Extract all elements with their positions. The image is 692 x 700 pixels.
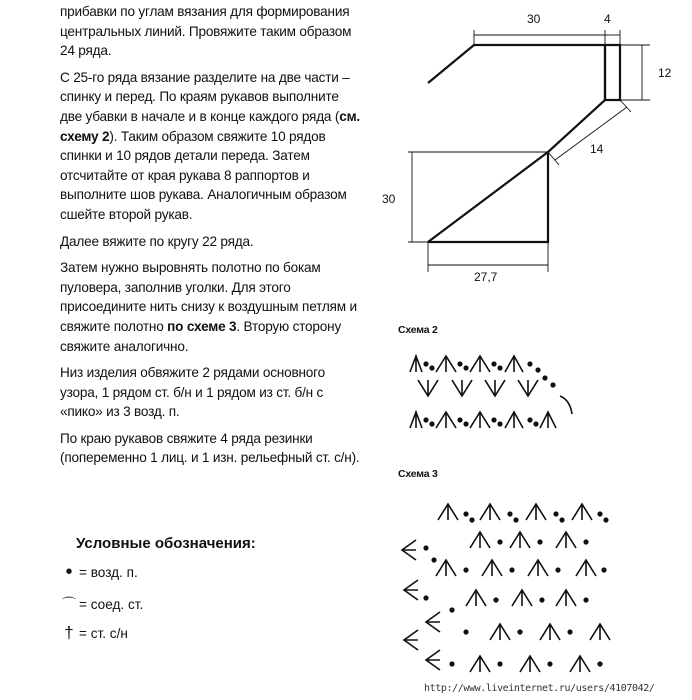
dim-top-right: 4 xyxy=(604,12,611,26)
paragraph-4: Затем нужно выровнять полотно по бокам пуловера, заполнив уголки. Для этого присоедините нить снизу к воздушным петлям и свяжите полотно по схеме 3. Вторую сторону свяжите аналогично. xyxy=(60,260,357,354)
scheme-3-chart xyxy=(402,504,610,672)
dim-top: 30 xyxy=(527,12,541,26)
paragraph-5: Низ изделия обвяжите 2 рядами основного узора, 1 рядом ст. б/н и 1 рядом из ст. б/н с «пико» из 3 возд. п. xyxy=(60,365,325,420)
slip-stitch-icon: ⌒ xyxy=(62,596,76,612)
scheme-2-label: Схема 2 xyxy=(398,324,438,336)
dim-bottom: 27,7 xyxy=(474,270,498,284)
paragraph-2: С 25-го ряда вязание разделите на две части – спинку и перед. По краям рукавов выполните две убавки в начале и в конце каждого ряда (см. схему 2). Таким образом свяжите 10 рядов спинки и 10 рядов детали переда. Затем отсчитайте от края рукава 8 раппортов и выполните шов рукава. Аналогичным образом сшейте второй рукав. xyxy=(60,69,360,222)
legend-title: Условные обозначения: xyxy=(76,535,256,552)
paragraph-6: По краю рукавов свяжите 4 ряда резинки (попеременно 1 лиц. и 1 изн. рельефный ст. с/н). xyxy=(60,430,360,466)
scheme-3-label: Схема 3 xyxy=(398,468,438,480)
dim-right: 12 xyxy=(658,66,672,80)
double-crochet-icon: † xyxy=(64,623,74,642)
paragraph-1: прибавки по углам вязания для формирования центральных линий. Провяжите таким образом 24 ряда. xyxy=(60,4,352,59)
dim-left: 30 xyxy=(382,192,396,206)
legend-item-chain: • = возд. п. xyxy=(62,562,138,582)
dim-diagonal: 14 xyxy=(590,142,604,156)
paragraph-3: Далее вяжите по кругу 22 ряда. xyxy=(60,233,254,249)
pattern-outline xyxy=(428,45,605,242)
sleeve-cuff xyxy=(605,45,620,100)
chain-stitch-icon: • xyxy=(65,560,73,583)
legend-item-slip: ⌒ = соед. ст. xyxy=(62,596,144,612)
legend-item-dc: † = ст. с/н xyxy=(62,623,128,643)
watermark: http://www.liveinternet.ru/users/4107042/ xyxy=(424,683,655,694)
scheme-3-chain-dots xyxy=(423,511,608,666)
pattern-diagonal xyxy=(428,152,548,242)
